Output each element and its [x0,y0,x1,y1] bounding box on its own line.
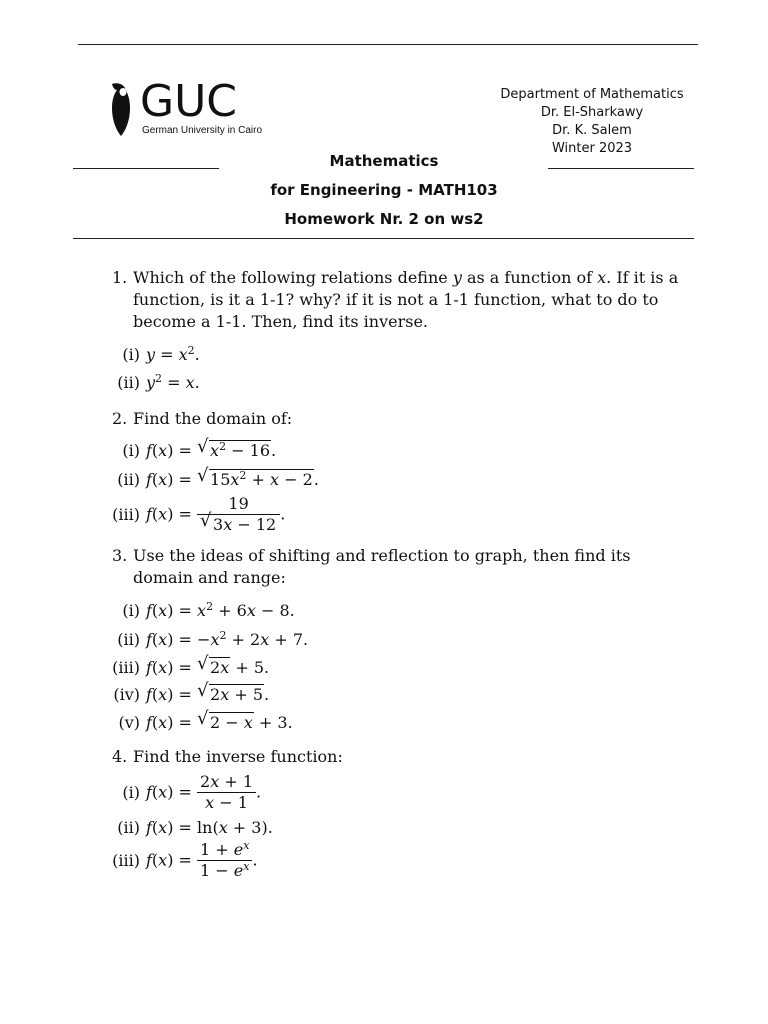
question-3: 3. Use the ideas of shifting and reflection to graph, then find its domain and range: [112,546,631,587]
q4-item-iii: (iii) f(x) = $\frac{1 + e^x}{1 - e^x}$ . [112,839,258,880]
logo-text: GUC [140,76,238,127]
q3-item-ii: (ii) $f(x) = -x^2 + 2x + 7$. [117,629,309,649]
guc-logo [108,76,263,138]
q1-item-ii: (ii) $y^2 = x$. [117,372,200,392]
logo-subtitle: German University in Cairo [142,125,263,136]
q3-item-v: (v) f(x) = √ 2 − x + 3. [118,708,293,732]
title-line-2: for Engineering - MATH103 [270,181,498,199]
title-line-3: Homework Nr. 2 on ws2 [284,210,484,228]
title-bottom-rule [73,238,694,239]
department: Department of Mathematics [500,87,684,102]
title-line-1: Mathematics [329,152,439,170]
term: Winter 2023 [551,141,633,156]
q1-item-i: (i) $y = x^2$. [122,344,200,364]
course-info [492,86,692,158]
question-4: 4. Find the inverse function: [112,747,343,766]
q2-item-ii: (ii) f(x) = √ $15x^2 + x - 2$. [117,465,319,489]
question-number: 1. [112,268,128,287]
question-1 [112,267,692,333]
q3-item-iv: (iv) f(x) = √ 2x + 5. [113,680,270,704]
guc-emblem-icon [108,82,134,136]
question-2: 2. Find the domain of: [112,409,293,428]
q4-item-i: (i) f(x) = $\frac{2x + 1}{x - 1}$ . [122,772,262,812]
instructor-1: Dr. El-Sharkawy [540,105,644,120]
top-rule [78,44,698,45]
instructor-2: Dr. K. Salem [552,123,632,138]
q4-item-ii: (ii) f(x) = ln(x + 3). [117,818,273,837]
q2-item-i: (i) f(x) = √ $x^2 - 16$. [122,436,277,460]
q2-item-iii: (iii) f(x) = 19 √ 3x − 12 . [112,494,286,534]
q3-item-i: (i) $f(x) = x^2 + 6x - 8$. [122,600,295,620]
q3-item-iii: (iii) f(x) = √ 2x + 5. [112,653,270,677]
question-text: Which of the following relations define y as a function of x. If it is a function, is it a 1-1? why? if it is not a 1-1 function, what to do to become a 1-1. Then, find its inverse. [133,268,679,331]
